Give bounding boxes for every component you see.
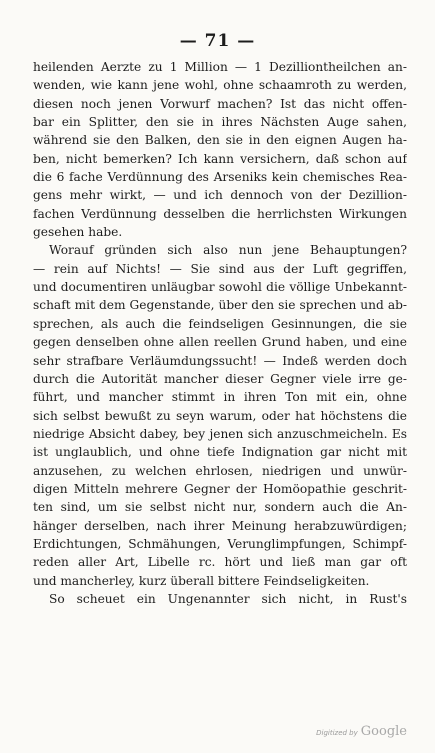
- text-line: und mancherley, kurz überall bittere Feindseligkeiten.: [33, 573, 370, 588]
- text-line: niedrige Absicht dabey, bey jenen sich anzuschmeicheln. Es: [33, 426, 407, 441]
- text-line: gesehen habe.: [33, 225, 123, 240]
- text-line: sprechen, als auch die feindseligen Gesinnungen, die sie: [33, 316, 407, 331]
- text-line: So scheuet ein Ungenannter sich nicht, in Rust's: [49, 591, 407, 606]
- text-line: digen Mitteln mehrere Gegner der Homöopathie geschrit-: [33, 481, 407, 496]
- text-line: ben, nicht bemerken? Ich kann versichern, daß schon auf: [33, 151, 407, 166]
- text-line: Erdichtungen, Schmähungen, Verunglimpfungen, Schimpf-: [33, 536, 407, 551]
- text-line: gens mehr wirkt, — und ich dennoch von der Dezillion-: [33, 188, 407, 203]
- text-line: reden aller Art, Libelle rc. hört und ließ man gar oft: [33, 555, 407, 570]
- text-line: anzusehen, zu welchen ehrlosen, niedrigen und unwür-: [33, 463, 407, 478]
- text-line: während sie den Balken, den sie in den eignen Augen ha-: [33, 133, 407, 148]
- text-line: — rein auf Nichts! — Sie sind aus der Luft gegriffen,: [33, 261, 407, 276]
- text-line: ist unglaublich, und ohne tiefe Indignation gar nicht mit: [33, 445, 407, 460]
- text-line: sich selbst bewußt zu seyn warum, oder hat höchstens die: [33, 408, 407, 423]
- text-line: durch die Autorität mancher dieser Gegner viele irre ge-: [33, 371, 407, 386]
- digitized-watermark: [316, 724, 407, 739]
- page-number: — 71 —: [179, 31, 256, 51]
- digitized-label: Digitized by: [316, 729, 358, 737]
- text-line: führt, und mancher stimmt in ihren Ton mit ein, ohne: [33, 390, 407, 405]
- body-text: [33, 58, 407, 608]
- text-line: bar ein Splitter, den sie in ihres Nächsten Auge sahen,: [33, 115, 407, 130]
- text-line: die 6 fache Verdünnung des Arseniks kein chemisches Rea-: [33, 170, 407, 185]
- text-line: hänger derselben, nach ihrer Meinung herabzuwürdigen;: [33, 518, 407, 533]
- text-line: und documentiren unläugbar sowohl die völlige Unbekannt-: [33, 280, 407, 295]
- google-logo: Google: [360, 724, 407, 739]
- text-line: wenden, wie kann jene wohl, ohne schaamroth zu werden,: [33, 78, 407, 93]
- text-line: sehr strafbare Verläumdungssucht! — Indeß werden doch: [33, 353, 407, 368]
- text-line: ten sind, um sie selbst nicht nur, sondern auch die An-: [33, 500, 407, 515]
- text-line: gegen denselben ohne allen reellen Grund haben, und eine: [33, 335, 407, 350]
- text-line: Worauf gründen sich also nun jene Behauptungen?: [49, 243, 407, 258]
- text-line: heilenden Aerzte zu 1 Million — 1 Dezilliontheilchen an-: [33, 60, 407, 74]
- text-line: diesen noch jenen Vorwurf machen? Ist das nicht offen-: [33, 96, 407, 111]
- text-line: schaft mit dem Gegenstande, über den sie sprechen und ab-: [33, 298, 407, 313]
- text-line: fachen Verdünnung desselben die herrlichsten Wirkungen: [33, 206, 407, 221]
